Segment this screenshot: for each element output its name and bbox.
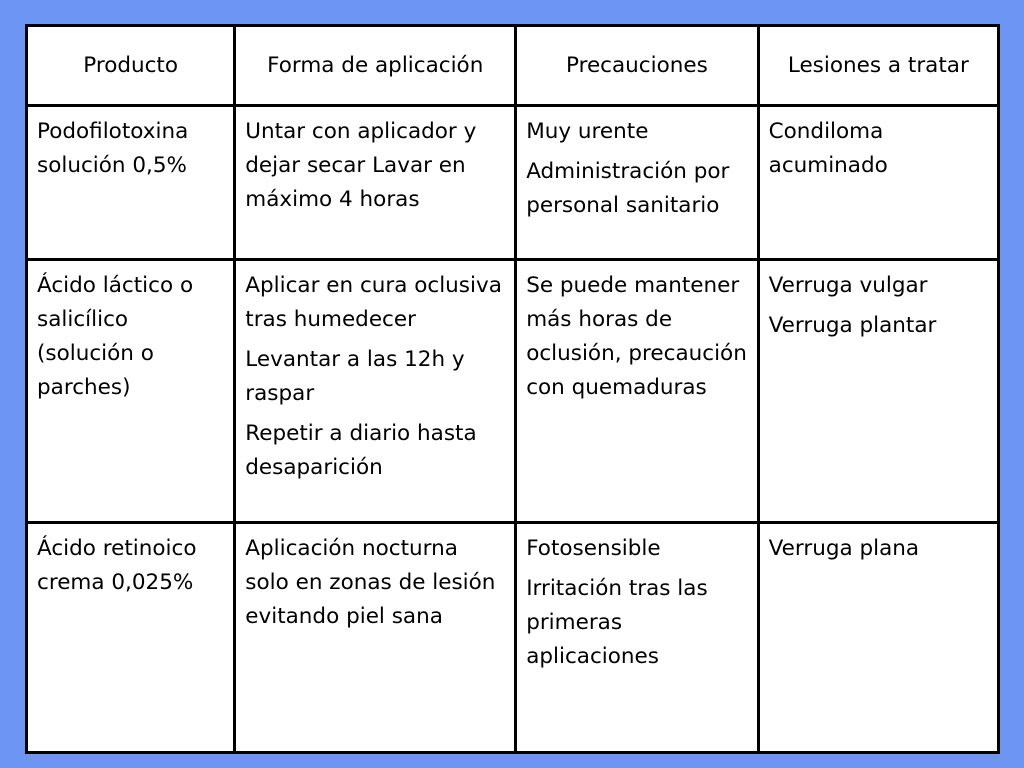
cell-text: Repetir a diario hasta desaparición <box>245 420 477 480</box>
cell-text: Verruga plana <box>768 535 920 561</box>
header-forma-aplicacion: Forma de aplicación <box>235 26 516 106</box>
table-row <box>27 259 999 522</box>
cell-forma <box>235 522 516 752</box>
cell-text: Verruga vulgar <box>768 272 928 298</box>
cell-text: Aplicación nocturna solo en zonas de lesión evitando piel sana <box>245 535 496 629</box>
cell-lesiones <box>758 522 998 752</box>
table-header-row <box>27 26 999 106</box>
cell-text: Fotosensible <box>526 535 661 561</box>
cell-forma <box>235 259 516 522</box>
treatment-table <box>25 24 1000 754</box>
cell-text: Irritación tras las primeras aplicaciones <box>526 575 708 669</box>
table-row <box>27 522 999 752</box>
cell-text: Podofilotoxina solución 0,5% <box>37 119 189 178</box>
cell-text: Levantar a las 12h y raspar <box>245 346 465 406</box>
cell-text: Administración por personal sanitario <box>526 159 730 218</box>
cell-text: Condiloma acuminado <box>768 119 888 178</box>
cell-producto <box>27 259 235 522</box>
cell-text: Untar con aplicador y dejar secar Lavar en máximo 4 horas <box>245 119 477 212</box>
header-lesiones: Lesiones a tratar <box>758 26 998 106</box>
cell-text: Ácido retinoico crema 0,025% <box>37 535 197 595</box>
header-producto: Producto <box>27 26 235 106</box>
cell-lesiones <box>758 106 998 260</box>
cell-text: Muy urente <box>526 119 649 144</box>
cell-forma <box>235 106 516 260</box>
cell-precauciones <box>516 259 758 522</box>
cell-precauciones <box>516 522 758 752</box>
cell-text: Se puede mantener más horas de oclusión, precaución con quemaduras <box>526 272 747 400</box>
cell-producto <box>27 106 235 260</box>
table-row <box>27 106 999 260</box>
cell-lesiones <box>758 259 998 522</box>
cell-text: Ácido láctico o salicílico (solución o parches) <box>37 272 194 400</box>
cell-producto <box>27 522 235 752</box>
cell-precauciones <box>516 106 758 260</box>
header-precauciones: Precauciones <box>516 26 758 106</box>
cell-text: Aplicar en cura oclusiva tras humedecer <box>245 272 502 332</box>
cell-text: Verruga plantar <box>768 312 937 338</box>
